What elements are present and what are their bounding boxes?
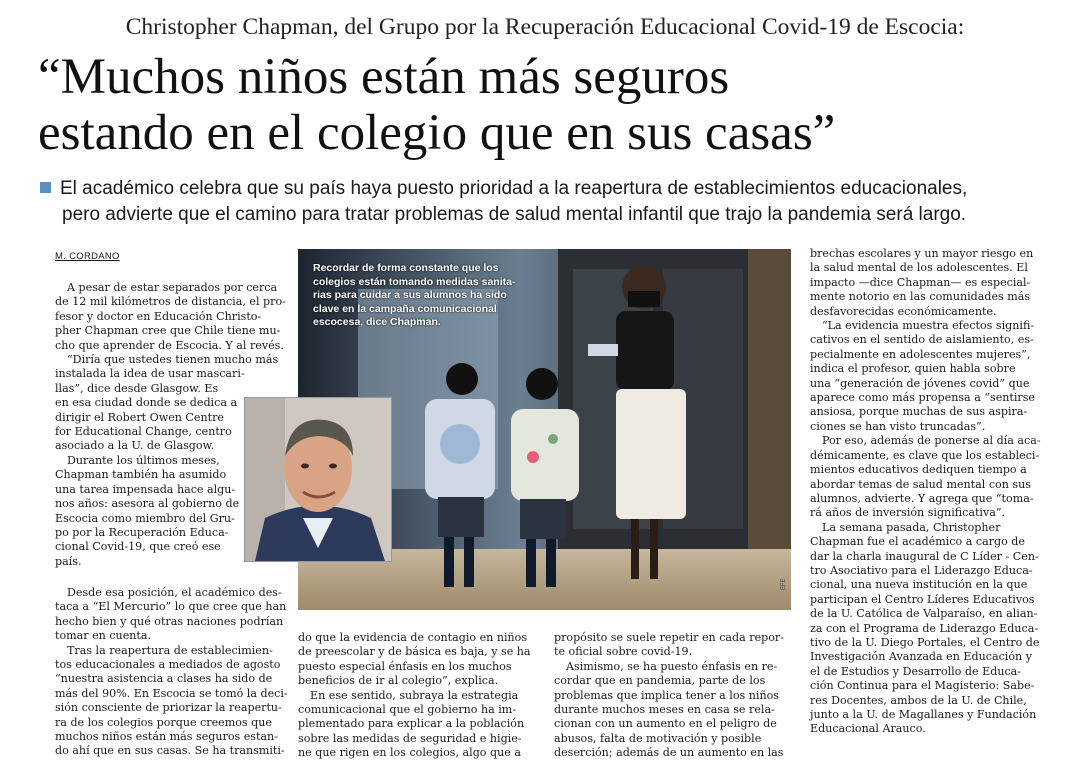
text-line: una “generación de jóvenes covid” que [810, 376, 1030, 390]
text-line: A pesar de estar separados por cerca [67, 281, 278, 294]
text-line: el de Estudios y Desarrollo de Educa- [810, 664, 1022, 678]
text-line: dirigir el Robert Owen Centre [55, 410, 224, 424]
text-line: sión consciente de priorizar la reapertu- [55, 701, 282, 715]
text-line: taca a “El Mercurio” lo que cree que han [55, 600, 287, 614]
text-line: rá años de inversión significativa”. [810, 506, 1006, 520]
text-line: La semana pasada, Christopher [822, 520, 1001, 534]
deck-text-1: El académico celebra que su país haya puesto prioridad a la reapertura de establecimientos educacionales, [60, 178, 968, 199]
text-line: Escocia como miembro del Gru- [55, 511, 235, 525]
text-line: de la U. Católica de Valparaíso, en alian- [810, 607, 1038, 621]
text-line: hecho bien y qué otras naciones podrían [55, 614, 284, 628]
text-line: tro Asociativo para el Liderazgo Educa- [810, 563, 1033, 577]
text-line: tos educacionales a mediados de agosto [55, 658, 281, 672]
paragraph [55, 281, 284, 353]
text-line: “Diría que ustedes tienen mucho más [67, 353, 279, 367]
text-line: abordar temas de salud mental con sus [810, 477, 1031, 491]
text-line: nos años: asesora al gobierno de [55, 497, 240, 511]
text-line: Investigación Avanzada en Educación y [810, 650, 1032, 664]
text-line: Educacional Arauco. [810, 722, 926, 736]
photo-caption [313, 262, 541, 330]
text-line: mientos educativos dediquen tiempo a [810, 463, 1027, 477]
paragraph [55, 644, 295, 759]
text-line: abusos, falta de motivación y posible [554, 731, 762, 745]
caption-line: clave en la campaña comunicacional [313, 302, 497, 315]
paragraph [55, 353, 284, 454]
text-line: “La evidencia muestra efectos signifi- [822, 319, 1035, 333]
square-bullet-icon [40, 182, 51, 193]
text-line: de preescolar y de básica es baja, y se ha [298, 645, 531, 659]
text-line: alumnos, advierte. Y agrega que “toma- [810, 491, 1034, 505]
deck-line-2: pero advierte que el camino para tratar problemas de salud mental infantil que trajo la pandemia será largo. [62, 204, 967, 225]
text-line: res Docentes, ambos de la U. de Chile, [810, 693, 1027, 707]
text-line: sobre las medidas de seguridad e higie- [298, 731, 522, 745]
text-line: cional Covid-19, que creó ese [55, 540, 221, 554]
text-line: Por eso, además de ponerse al día aca- [822, 434, 1041, 448]
text-line: brechas escolares y un mayor riesgo en [810, 247, 1034, 260]
paragraph [55, 454, 284, 569]
text-line: Tras la reapertura de establecimien- [67, 643, 273, 657]
text-line: plementado para explicar a la población [298, 717, 525, 731]
paragraph [810, 319, 1055, 434]
text-line: instalada la idea de usar mascari- [55, 367, 245, 381]
headline-line-2: estando en el colegio que en sus casas” [38, 105, 836, 161]
paragraph [810, 521, 1055, 737]
text-line: asociado a la U. de Glasgow. [55, 439, 215, 453]
text-line: la salud mental de los adolescentes. El [810, 261, 1028, 275]
text-line: tivo de la U. Diego Portales, el Centro de [810, 635, 1040, 649]
text-line: en esa ciudad donde se dedica a [55, 396, 238, 410]
text-line: problemas que implica tener a los niños [554, 688, 779, 702]
text-line: país. [55, 554, 82, 568]
text-line: Asimismo, se ha puesto énfasis en re- [566, 659, 778, 673]
text-line: ne que rigen en los colegios, algo que a [298, 746, 521, 760]
column-1-bottom [55, 586, 295, 759]
photo-credit: EFE [781, 578, 787, 590]
paragraph [55, 586, 295, 644]
text-line: pher Chapman cree que Chile tiene mu- [55, 324, 281, 338]
deck-line-1 [40, 176, 1080, 202]
text-line: dar la charla inaugural de C Líder - Cen- [810, 549, 1039, 563]
caption-line: rias para cuidar a sus alumnos ha sido [313, 289, 507, 301]
text-line: más del 90%. En Escocia se tomó la deci- [55, 686, 288, 700]
text-line: po por la Recuperación Educa- [55, 525, 229, 539]
text-line: Chapman fue el académico a cargo de [810, 535, 1025, 549]
text-line: junto a la U. de Magallanes y Fundación [810, 708, 1037, 721]
caption-line: Recordar de forma constante que los [313, 262, 499, 274]
text-line: cordar que en pandemia, parte de los [554, 674, 766, 688]
text-line: ción Continua para el Magisterio: Sabe- [810, 679, 1035, 693]
text-line: muchos niños están más seguros estan- [55, 730, 278, 744]
caption-line: escocesa, dice Chapman. [313, 316, 441, 328]
headline-line-1: “Muchos niños están más seguros [38, 49, 730, 105]
text-line: durante muchos meses en casa se rela- [554, 703, 775, 717]
text-line: cho que aprender de Escocia. Y al revés. [55, 338, 284, 352]
text-line: te oficial sobre covid-19. [554, 645, 693, 659]
text-line: for Educational Change, centro [55, 425, 232, 439]
text-line: comunicacional que el gobierno ha im- [298, 703, 517, 717]
text-line: Durante los últimos meses, [67, 453, 220, 467]
text-line: aparece como más propensa a “sentirse [810, 391, 1035, 405]
text-line: propósito se suele repetir en cada repor- [554, 631, 784, 644]
text-line: démicamente, es clave que los estableci- [810, 448, 1040, 462]
text-line: ansiosa, porque muchas de sus aspira- [810, 405, 1028, 419]
paragraph [554, 660, 794, 761]
column-3 [554, 631, 794, 761]
text-line: llas”, dice desde Glasgow. Es [55, 381, 219, 395]
paragraph [298, 631, 538, 689]
text-line: Desde esa posición, el académico des- [67, 586, 282, 599]
paragraph [810, 247, 1055, 319]
text-line: cativos en el sentido de aislamiento, es- [810, 333, 1034, 347]
text-line: Chapman también ha asumido [55, 468, 227, 482]
paragraph [554, 631, 794, 660]
column-4 [810, 247, 1055, 737]
text-line: cionan con un aumento en el peligro de [554, 717, 777, 731]
text-line: En ese sentido, subraya la estrategia [310, 688, 519, 702]
paragraph [810, 434, 1055, 520]
text-line: cional, una nueva institución en la que [810, 578, 1028, 592]
byline: M. CORDANO [55, 251, 120, 262]
text-line: de 12 mil kilómetros de distancia, el pro- [55, 295, 286, 309]
caption-line: colegios están tomando medidas sanita- [313, 275, 516, 288]
text-line: impacto —dice Chapman— es especial- [810, 275, 1031, 289]
text-line: tomar en cuenta. [55, 629, 152, 643]
paragraph [298, 689, 538, 761]
text-line: indica el profesor, quien habla sobre [810, 362, 1016, 376]
text-line: ciones se han visto truncadas”. [810, 419, 986, 433]
deck [40, 176, 1080, 228]
text-line: participan el Centro Líderes Educativos [810, 592, 1035, 606]
text-line: beneficios de ir al colegio”, explica. [298, 674, 499, 688]
column-1-top [55, 281, 284, 569]
text-line: mente notorio en las comunidades más [810, 290, 1031, 304]
text-line: “nuestra asistencia a clases ha sido de [55, 672, 273, 686]
column-2 [298, 631, 538, 761]
text-line: puesto especial énfasis en los muchos [298, 659, 512, 673]
text-line: una tarea impensada hace algu- [55, 482, 236, 496]
text-line: fesor y doctor en Educación Christo- [55, 309, 262, 323]
text-line: desfavorecidas económicamente. [810, 304, 997, 318]
text-line: ra de los colegios porque creemos que [55, 715, 272, 729]
text-line: do ahí que en sus casas. Se ha transmiti- [55, 744, 285, 758]
kicker: Christopher Chapman, del Grupo por la Recuperación Educacional Covid-19 de Escocia: [125, 14, 965, 40]
text-line: pecialmente en adolescentes mujeres”, [810, 347, 1031, 361]
text-line: do que la evidencia de contagio en niños [298, 631, 528, 644]
text-line: deserción; además de un aumento en las [554, 746, 784, 760]
text-line: za con el Programa de Liderazgo Educa- [810, 621, 1039, 635]
